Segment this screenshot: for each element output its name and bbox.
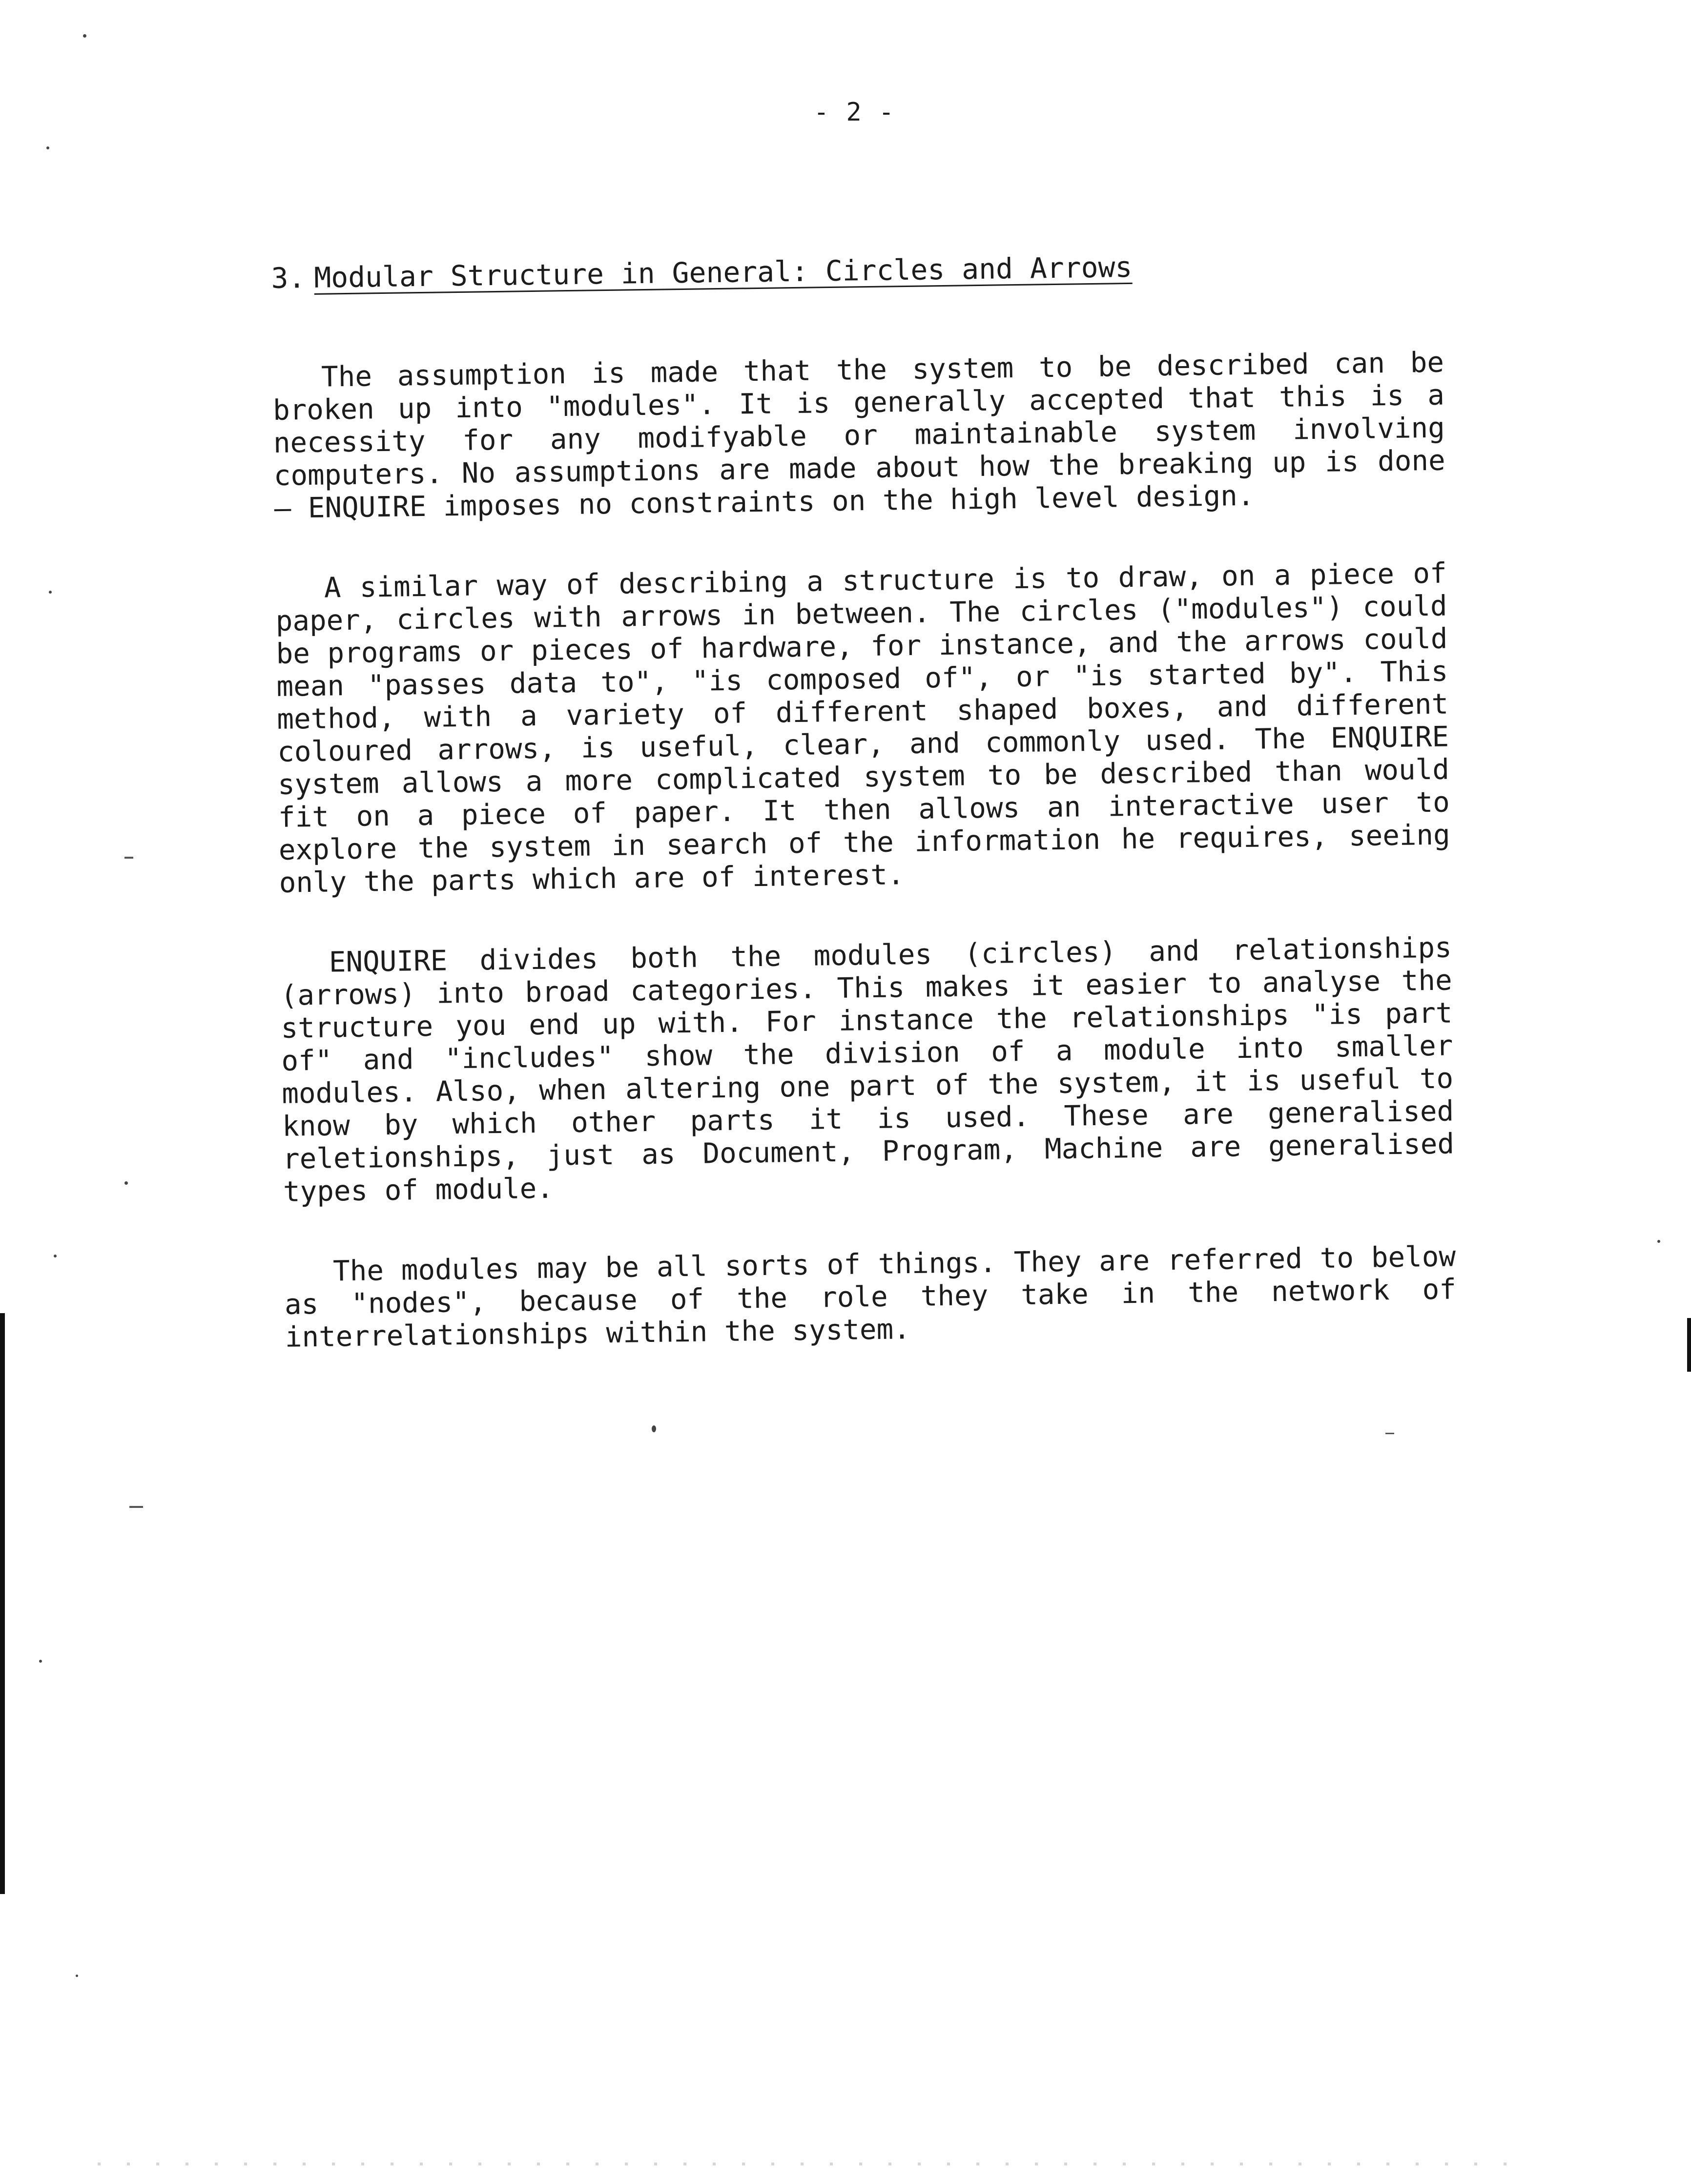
section-title: Modular Structure in General: Circles and Arrows — [313, 250, 1133, 294]
scan-speck — [46, 146, 49, 149]
paragraph-4: The modules may be all sorts of things. They are referred to below as "nodes", because of the role they take in the network of interrelationships within the system. — [284, 1240, 1457, 1354]
section-number: 3. — [271, 261, 306, 295]
scan-speck — [54, 1255, 57, 1257]
scan-speck — [39, 1660, 42, 1663]
scan-speck — [1657, 1240, 1660, 1243]
scan-dash — [129, 1506, 143, 1508]
scan-speck — [49, 591, 52, 594]
scan-speck — [652, 1425, 656, 1432]
section — [271, 244, 1457, 1401]
scan-speck — [83, 34, 86, 38]
scan-edge-bar-left — [0, 1313, 5, 1894]
paragraph-1: The assumption is made that the system to be described can be broken up into "modules". It is generally accepted that this is a necessity for any modifyable or maintainable system involving computers. No assumptions are made about how the breaking up is done — ENQUIRE imposes no constraints on the high level design. — [272, 346, 1446, 525]
paragraph-3: ENQUIRE divides both the modules (circles) and relationships (arrows) into broad categories. This makes it easier to analyse the structure you end up with. For instance the relationships "is part of" and "includes" show the division of a module into smaller modules. Also, when altering one part of the system, it is useful to know by which other parts it is used. These are generalised reletionships, just as Document, Program, Machine are generalised types of module. — [280, 931, 1455, 1208]
page-number: - 2 - — [813, 98, 895, 127]
scan-edge-bar-right — [1687, 1318, 1691, 1372]
paragraph-2: A similar way of describing a structure is to draw, on a piece of paper, circles with arrows in between. The circles ("modules") could be programs or pieces of hardware, for instance, and the arrows could mean "passes data to", "is composed of", or "is started by". This method, with a variety of different shaped boxes, and different coloured arrows, is useful, clear, and commonly used. The ENQUIRE system allows a more complicated system to be described than would fit on a piece of paper. It then allows an interactive user to explore the system in search of the information he requires, seeing only the parts which are of interest. — [275, 556, 1451, 899]
scan-speck — [76, 1975, 78, 1977]
scan-speck — [124, 1181, 128, 1185]
scan-dash — [1385, 1433, 1394, 1434]
scan-bottom-noise — [98, 2163, 1513, 2165]
section-heading — [271, 244, 1443, 298]
scan-dash — [124, 857, 133, 859]
